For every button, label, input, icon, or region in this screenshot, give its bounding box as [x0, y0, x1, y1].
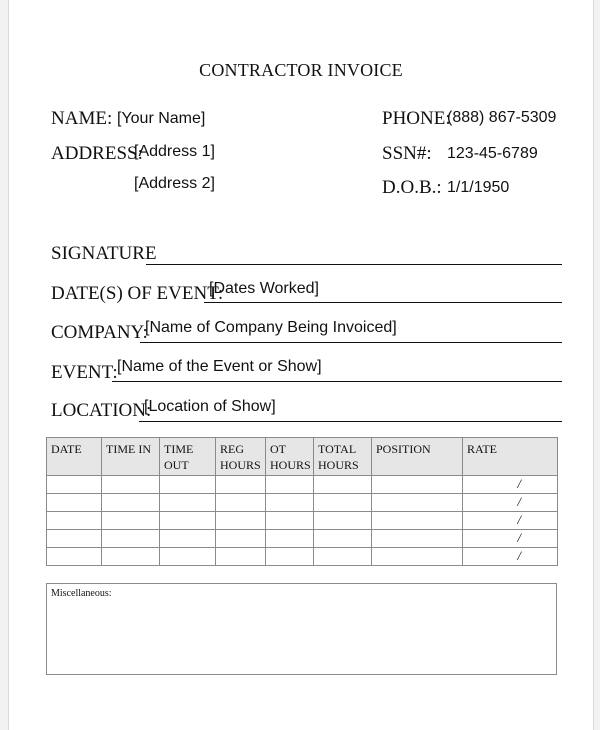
table-row	[47, 512, 558, 530]
table-cell[interactable]	[372, 548, 463, 566]
company-field[interactable]: [Name of Company Being Invoiced]	[145, 319, 397, 336]
table-cell[interactable]	[102, 548, 160, 566]
table-cell[interactable]	[372, 476, 463, 494]
event-line	[112, 381, 562, 382]
address-label: ADDRESS:	[51, 143, 143, 164]
table-row	[47, 494, 558, 512]
miscellaneous-label: Miscellaneous:	[51, 588, 112, 599]
rate-cell[interactable]: /	[463, 476, 558, 494]
signature-line[interactable]	[146, 264, 562, 265]
col-time-out-header: TIME OUT	[160, 438, 216, 476]
address-line2-field[interactable]: [Address 2]	[134, 175, 215, 192]
table-cell[interactable]	[216, 548, 266, 566]
table-header-row	[47, 438, 558, 476]
table-cell[interactable]	[216, 476, 266, 494]
col-position-header: POSITION	[372, 438, 463, 476]
hours-table	[46, 437, 558, 566]
signature-label: SIGNATURE	[51, 243, 157, 264]
ssn-field[interactable]: 123-45-6789	[447, 145, 538, 162]
miscellaneous-box[interactable]	[46, 583, 557, 675]
table-cell[interactable]	[160, 476, 216, 494]
table-cell[interactable]	[47, 548, 102, 566]
table-cell[interactable]	[266, 494, 314, 512]
rate-cell[interactable]: /	[463, 548, 558, 566]
col-total-hours-header: TOTAL HOURS	[314, 438, 372, 476]
table-cell[interactable]	[314, 512, 372, 530]
col-rate-header: RATE	[463, 438, 558, 476]
table-cell[interactable]	[216, 494, 266, 512]
table-cell[interactable]	[47, 476, 102, 494]
table-cell[interactable]	[266, 530, 314, 548]
table-cell[interactable]	[372, 530, 463, 548]
col-ot-hours-header: OT HOURS	[266, 438, 314, 476]
location-field[interactable]: [Location of Show]	[144, 398, 276, 415]
document-title: CONTRACTOR INVOICE	[199, 60, 403, 80]
dates-field[interactable]: [Dates Worked]	[209, 280, 319, 297]
table-cell[interactable]	[102, 512, 160, 530]
table-cell[interactable]	[314, 548, 372, 566]
table-cell[interactable]	[216, 530, 266, 548]
phone-label: PHONE:	[382, 108, 451, 129]
table-cell[interactable]	[266, 476, 314, 494]
rate-cell[interactable]: /	[463, 530, 558, 548]
table-cell[interactable]	[160, 548, 216, 566]
table-row	[47, 530, 558, 548]
name-label: NAME:	[51, 108, 113, 129]
table-row	[47, 476, 558, 494]
table-cell[interactable]	[266, 548, 314, 566]
event-field[interactable]: [Name of the Event or Show]	[117, 358, 322, 375]
dob-field[interactable]: 1/1/1950	[447, 179, 510, 196]
table-cell[interactable]	[47, 494, 102, 512]
table-cell[interactable]	[314, 494, 372, 512]
table-cell[interactable]	[160, 530, 216, 548]
col-time-in-header: TIME IN	[102, 438, 160, 476]
dates-line	[204, 302, 562, 303]
dob-label: D.O.B.:	[382, 177, 442, 198]
dates-label: DATE(S) OF EVENT:	[51, 283, 224, 304]
table-cell[interactable]	[102, 494, 160, 512]
table-cell[interactable]	[160, 494, 216, 512]
rate-cell[interactable]: /	[463, 494, 558, 512]
table-cell[interactable]	[372, 494, 463, 512]
col-date-header: DATE	[47, 438, 102, 476]
rate-cell[interactable]: /	[463, 512, 558, 530]
name-field[interactable]: [Your Name]	[117, 110, 206, 127]
table-cell[interactable]	[160, 512, 216, 530]
table-cell[interactable]	[47, 530, 102, 548]
table-cell[interactable]	[266, 512, 314, 530]
table-row	[47, 548, 558, 566]
invoice-page	[8, 0, 594, 730]
table-cell[interactable]	[102, 530, 160, 548]
table-cell[interactable]	[314, 530, 372, 548]
company-label: COMPANY:	[51, 322, 148, 343]
table-cell[interactable]	[102, 476, 160, 494]
location-label: LOCATION:	[51, 400, 152, 421]
phone-field[interactable]: (888) 867-5309	[447, 109, 557, 126]
ssn-label: SSN#:	[382, 143, 432, 164]
table-cell[interactable]	[216, 512, 266, 530]
table-cell[interactable]	[372, 512, 463, 530]
company-line	[140, 342, 562, 343]
col-reg-hours-header: REG HOURS	[216, 438, 266, 476]
event-label: EVENT:	[51, 362, 118, 383]
table-cell[interactable]	[47, 512, 102, 530]
address-line1-field[interactable]: [Address 1]	[134, 143, 215, 160]
table-cell[interactable]	[314, 476, 372, 494]
location-line	[139, 421, 562, 422]
